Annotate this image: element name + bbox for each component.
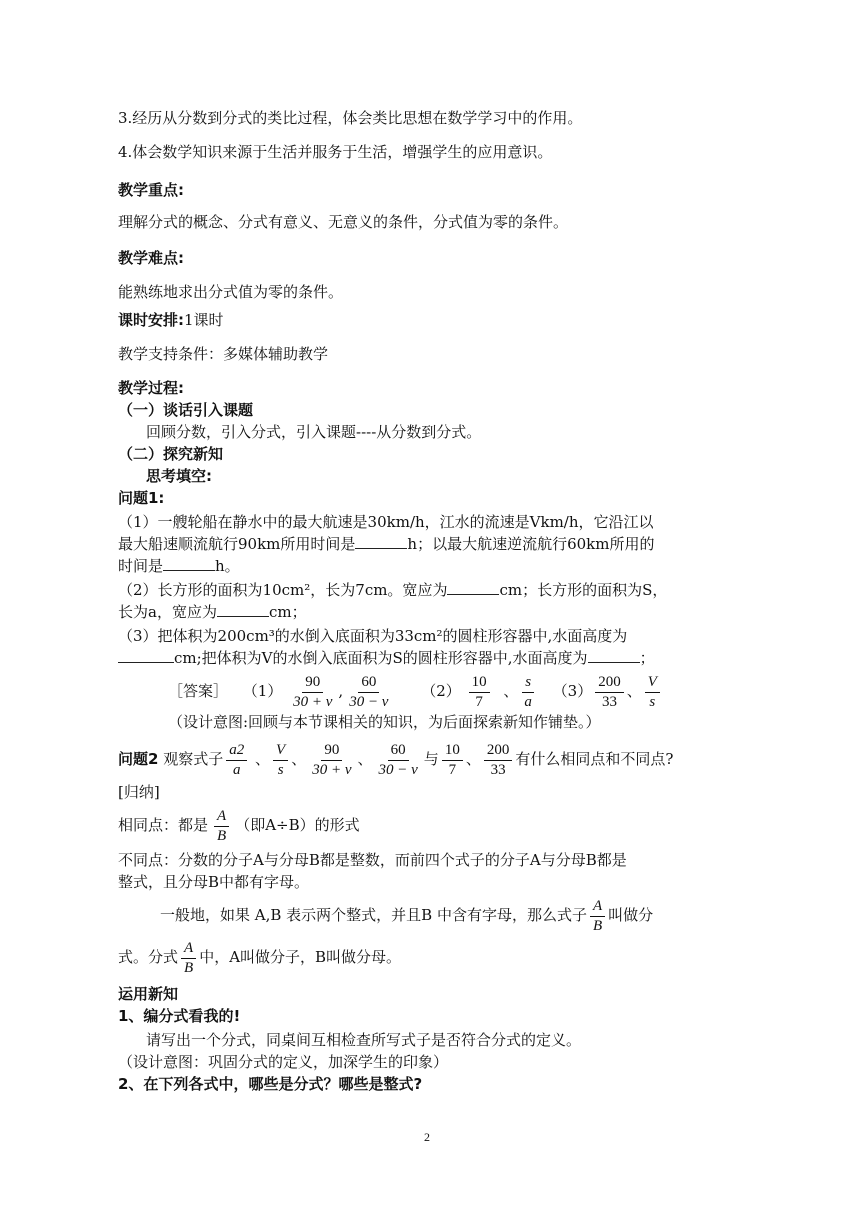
same-point-text: 相同点：都是 xyxy=(118,816,209,834)
separator: 、 xyxy=(626,682,642,700)
separator: , xyxy=(338,682,344,700)
denominator: a xyxy=(232,761,241,778)
q1-part3-text: ； xyxy=(639,649,655,667)
answer-blank xyxy=(217,602,269,617)
numerator: a2 xyxy=(226,742,247,761)
numerator: V xyxy=(273,742,288,761)
numerator: 60 xyxy=(358,674,379,693)
fraction-A-over-B xyxy=(181,940,196,977)
answer-line xyxy=(168,672,663,711)
numerator: 200 xyxy=(484,742,513,761)
numerator: 10 xyxy=(442,742,463,761)
fraction-60-over-30-minus-v xyxy=(346,674,391,711)
fraction-90-over-30-plus-v xyxy=(309,742,354,779)
section-1-text: 回顾分数，引入分式，引入课题----从分数到分式。 xyxy=(146,423,482,441)
definition-line-1 xyxy=(160,896,653,935)
heading-key-points: 教学重点: xyxy=(118,181,184,199)
heading-section-2: （二）探究新知 xyxy=(118,445,224,463)
answer-blank xyxy=(118,648,174,663)
numerator: 60 xyxy=(388,742,409,761)
separator: 、 xyxy=(357,750,373,768)
numerator: V xyxy=(645,674,660,693)
answer-part-1-label: （1） xyxy=(242,682,283,700)
design-intent-1: （设计意图:回顾与本节课相关的知识，为后面探索新知作铺垫。） xyxy=(168,713,601,731)
denominator: B xyxy=(217,827,227,844)
q1-part2-line1 xyxy=(118,580,667,600)
denominator: 30 + v xyxy=(312,761,352,778)
schedule-value: 1课时 xyxy=(184,311,224,329)
heading-exercise-2: 2、在下列各式中，哪些是分式？哪些是整式? xyxy=(118,1075,423,1093)
separator: 、 xyxy=(465,750,481,768)
numerator: A xyxy=(214,808,229,827)
denominator: s xyxy=(649,693,656,710)
numerator: 10 xyxy=(469,674,490,693)
answer-blank xyxy=(163,556,215,571)
numerator: 90 xyxy=(321,742,342,761)
denominator: a xyxy=(524,693,532,710)
difficulty-text: 能熟练地求出分式值为零的条件。 xyxy=(118,283,344,301)
fraction-V-over-s xyxy=(273,742,288,779)
difference-line-2: 整式，且分母B中都有字母。 xyxy=(118,873,310,891)
definition-text: 叫做分 xyxy=(608,906,654,924)
objective-4: 4.体会数学知识来源于生活并服务于生活，增强学生的应用意识。 xyxy=(118,143,553,161)
fraction-A-over-B xyxy=(590,898,605,935)
answer-label: ［答案］ xyxy=(168,682,229,700)
numerator: A xyxy=(590,898,605,917)
fraction-A-over-B xyxy=(214,808,229,845)
fraction-200-over-33 xyxy=(595,674,624,711)
q1-part1-line1: （1）一艘轮船在静水中的最大航速是30km/h，江水的流速是Vkm/h，它沿江以 xyxy=(118,513,654,531)
q1-part1-text: 最大船速顺流航行90km所用时间是 xyxy=(118,535,356,553)
answer-part-2-label: （2） xyxy=(421,682,461,700)
heading-think: 思考填空: xyxy=(146,467,212,485)
q1-part2-text: cm； xyxy=(268,603,307,621)
answer-blank xyxy=(447,580,499,595)
q1-part3-text: cm;把体积为V的水倒入底面积为S的圆柱形容器中,水面高度为 xyxy=(174,649,588,667)
answer-part-3-label: （3） xyxy=(552,682,593,700)
numerator: s xyxy=(522,674,534,693)
heading-process: 教学过程: xyxy=(118,379,184,397)
heading-exercise-1: 1、编分式看我的! xyxy=(118,1007,241,1025)
fraction-90-over-30-plus-v xyxy=(290,674,335,711)
numerator: A xyxy=(181,940,196,959)
fraction-10-over-7 xyxy=(442,742,463,779)
q1-part1-line3 xyxy=(118,556,240,576)
q1-part1-text: h。 xyxy=(215,557,240,575)
denominator: 30 − v xyxy=(378,761,418,778)
question-2-text: 有什么相同点和不同点? xyxy=(515,750,674,768)
denominator: 7 xyxy=(475,693,483,710)
heading-question-1: 问题1: xyxy=(118,489,165,507)
same-point-line xyxy=(118,806,360,845)
q1-part2-text: （2）长方形的面积为10cm²，长为7cm。宽应为 xyxy=(118,581,448,599)
definition-line-2 xyxy=(118,938,401,977)
heading-difficulty: 教学难点: xyxy=(118,249,184,267)
schedule-label: 课时安排: xyxy=(118,311,184,329)
fraction-V-over-s xyxy=(645,674,660,711)
definition-text: 式。分式 xyxy=(118,948,179,966)
exercise-1-text: 请写出一个分式，同桌间互相检查所写式子是否符合分式的定义。 xyxy=(146,1031,582,1049)
question-2-text: 观察式子 xyxy=(163,750,224,768)
difference-line-1: 不同点：分数的分子A与分母B都是整数，而前四个式子的分子A与分母B都是 xyxy=(118,851,627,869)
denominator: B xyxy=(184,959,194,976)
question-2-line xyxy=(118,740,673,779)
q1-part3-line2 xyxy=(118,648,655,668)
key-points-text: 理解分式的概念、分式有意义、无意义的条件，分式值为零的条件。 xyxy=(118,213,569,231)
fraction-10-over-7 xyxy=(469,674,490,711)
denominator: 7 xyxy=(448,761,457,778)
separator: 、 xyxy=(503,682,519,700)
denominator: 33 xyxy=(601,693,617,710)
fraction-s-over-a xyxy=(521,674,535,711)
definition-text: 中，A叫做分子，B叫做分母。 xyxy=(199,948,402,966)
numerator: 90 xyxy=(302,674,323,693)
denominator: 33 xyxy=(490,761,506,778)
numerator: 200 xyxy=(595,674,624,693)
question-2-text: 与 xyxy=(423,750,439,768)
q1-part3-line1: （3）把体积为200cm³的水倒入底面积为33cm²的圆柱形容器中,水面高度为 xyxy=(118,627,628,645)
objective-3: 3.经历从分数到分式的类比过程，体会类比思想在数学学习中的作用。 xyxy=(118,109,583,127)
q1-part1-text: 时间是 xyxy=(118,557,164,575)
answer-blank xyxy=(355,534,407,549)
denominator: B xyxy=(592,917,603,934)
q1-part1-text: h；以最大航速逆流航行60km所用的 xyxy=(407,535,655,553)
separator: 、 xyxy=(255,750,271,768)
denominator: 30 + v xyxy=(293,693,333,710)
q1-part2-text: cm；长方形的面积为S， xyxy=(499,581,668,599)
heading-apply: 运用新知 xyxy=(118,985,179,1003)
separator: 、 xyxy=(291,750,307,768)
q1-part1-line2 xyxy=(118,534,654,554)
q1-part2-line2 xyxy=(118,602,307,622)
denominator: 30 − v xyxy=(349,693,389,710)
page-number: 2 xyxy=(424,1130,430,1144)
design-intent-2: （设计意图：巩固分式的定义，加深学生的印象） xyxy=(118,1053,449,1071)
support-conditions: 教学支持条件：多媒体辅助教学 xyxy=(118,345,329,363)
schedule-line xyxy=(118,310,224,330)
answer-blank xyxy=(588,648,640,663)
fraction-200-over-33 xyxy=(484,742,513,779)
heading-summary: [归纳] xyxy=(118,783,160,801)
heading-section-1: （一）谈话引入课题 xyxy=(118,401,254,419)
question-2-label: 问题2 xyxy=(118,750,159,768)
definition-text: 一般地，如果 A,B 表示两个整式，并且B 中含有字母，那么式子 xyxy=(160,906,587,924)
denominator: s xyxy=(277,761,284,778)
q1-part2-text: 长为a，宽应为 xyxy=(118,603,217,621)
fraction-a2-over-a xyxy=(226,742,247,779)
same-point-text: （即A÷B）的形式 xyxy=(235,816,360,834)
fraction-60-over-30-minus-v xyxy=(376,742,421,779)
